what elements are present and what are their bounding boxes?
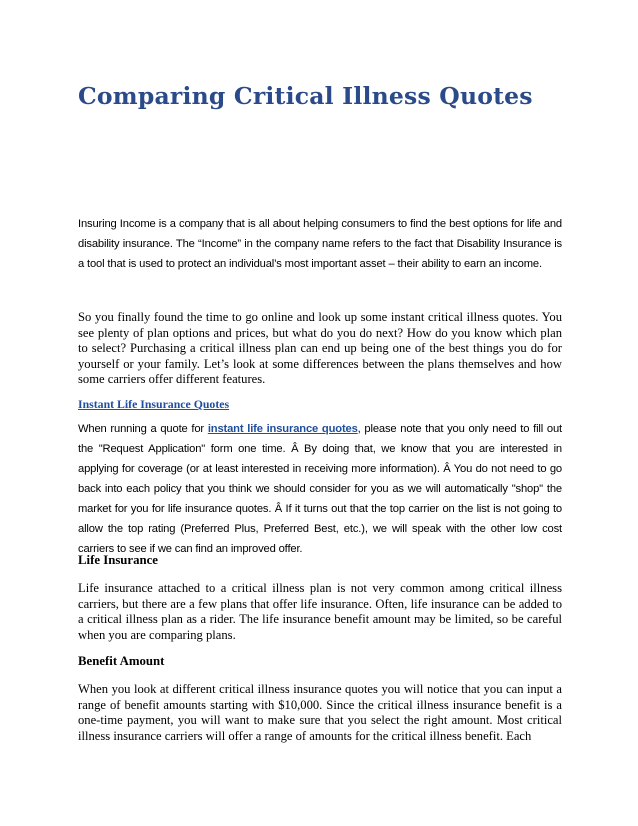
page-title: Comparing Critical Illness Quotes <box>78 82 533 110</box>
benefit-amount-heading: Benefit Amount <box>78 654 165 668</box>
intro-paragraph: Insuring Income is a company that is all about helping consumers to find the best options for life and disability insurance. The “Income” in the company name refers to the fact that Disability Insurance is a tool that is used to protect an individual’s most important asset – their ability to earn an income. <box>78 218 562 270</box>
paragraph-instant-quotes: So you finally found the time to go online and look up some instant critical illness quotes. You see plenty of plan options and prices, but what do you do next? How do you know which plan to select? Purchasing a critical illness plan can end up being one of the best things you do for yourself or your family. Let’s look at some differences between the plans themselves and how some carriers offer different features. <box>78 310 562 387</box>
quote-text-before: When running a quote for <box>78 423 208 435</box>
instant-life-insurance-heading-link[interactable]: Instant Life Insurance Quotes <box>78 397 230 411</box>
quote-text-after: , please note that you only need to fill out the "Request Application" form one time. Â By doing that, we know that you are interested in applying for coverage (or at least interested in receiving more information). Â You do not need to go back into each policy that you think we should consider for you as we will automatically "shop" the market for you for life insurance quotes. Â If it turns out that the top carrier on the list is not going to allow the top rating (Preferred Plus, Preferred Best, etc.), we will speak with the other low cost carriers to see if we can find an improved offer. <box>78 423 562 555</box>
quote-instructions-paragraph <box>78 419 562 559</box>
life-insurance-heading: Life Insurance <box>78 553 158 567</box>
life-insurance-paragraph: Life insurance attached to a critical illness plan is not very common among critical illness carriers, but there are a few plans that offer life insurance. Often, life insurance can be added to a critical illness plan as a rider. The life insurance benefit amount may be limited, so be careful when you are comparing plans. <box>78 581 562 642</box>
instant-life-insurance-quotes-link[interactable]: instant life insurance quotes <box>207 423 358 435</box>
benefit-amount-paragraph: When you look at different critical illness insurance quotes you will notice that you can input a range of benefit amounts starting with $10,000. Since the critical illness insurance benefit is a one-time payment, you will want to make sure that you select the right amount. Most critical illness insurance carriers will offer a range of amounts for the critical illness benefit. Each <box>78 682 562 743</box>
